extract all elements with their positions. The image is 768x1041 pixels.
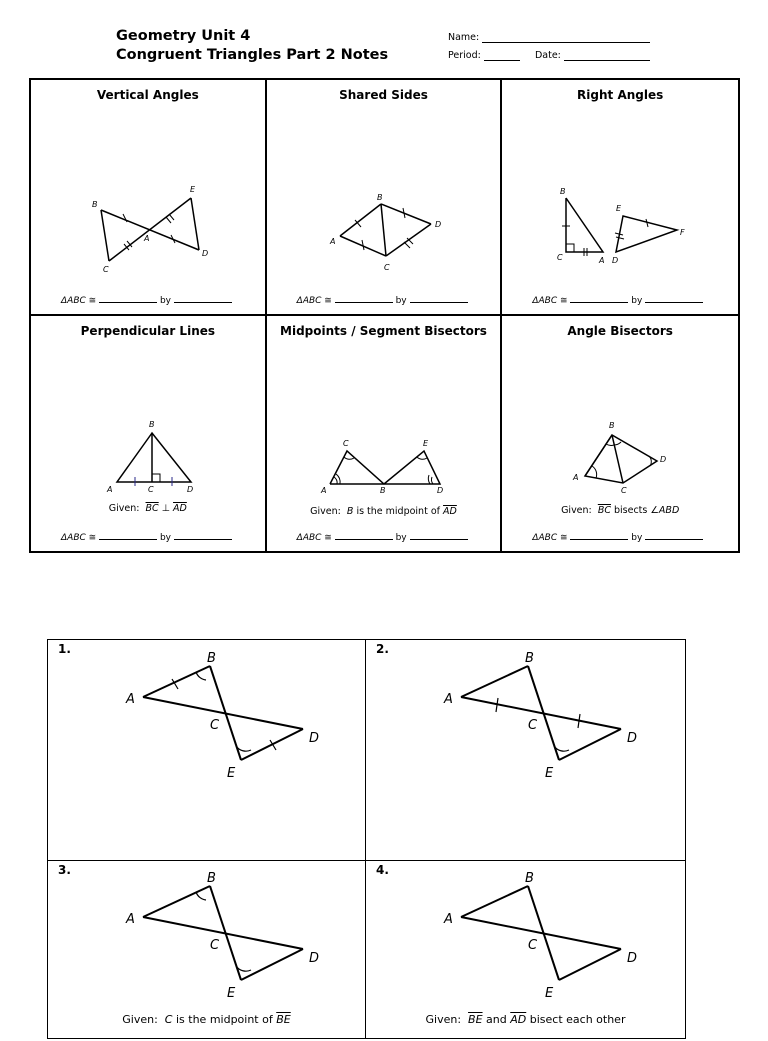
angle-bisectors-diagram xyxy=(502,316,737,552)
congruence-answer-line[interactable]: ΔABC ≅ by xyxy=(61,296,232,306)
vertex-label: C xyxy=(528,938,538,953)
vertical-angles-diagram xyxy=(31,80,266,316)
problem-1-diagram xyxy=(48,640,366,861)
congruence-answer-line[interactable]: ΔABC ≅ by xyxy=(532,296,703,306)
congruence-answer-line[interactable]: ΔABC ≅ by xyxy=(297,296,468,306)
vertex-label: A xyxy=(444,692,453,707)
vertex-label: D xyxy=(627,951,638,966)
vertex-label: A xyxy=(329,237,336,246)
vertex-label: A xyxy=(107,484,113,494)
vertex-label: D xyxy=(309,731,320,746)
problem-number: 1. xyxy=(58,642,71,656)
shared-sides-diagram xyxy=(267,80,502,316)
congruence-answer-line[interactable]: ΔABC ≅ by xyxy=(297,533,468,543)
problems-grid xyxy=(47,639,686,1039)
vertex-label: C xyxy=(210,718,220,733)
period-field[interactable] xyxy=(484,60,520,61)
name-field[interactable] xyxy=(448,32,650,43)
vertex-label: E xyxy=(616,204,622,213)
vertex-label: A xyxy=(144,234,150,243)
vertex-label: D xyxy=(612,256,619,265)
vertex-label: A xyxy=(444,912,453,927)
problem-number: 3. xyxy=(58,863,71,877)
cell-title: Perpendicular Lines xyxy=(80,323,216,338)
vertex-label: C xyxy=(342,438,349,448)
worksheet-title xyxy=(116,27,388,65)
vertex-label: B xyxy=(92,200,98,209)
problem-number: 4. xyxy=(376,863,389,877)
vertex-label: B xyxy=(149,419,155,429)
given-statement: Given: B is the midpoint of $\overline{AD}$ xyxy=(310,505,457,517)
vertex-label: D xyxy=(436,485,443,495)
notes-cell-vertical-angles xyxy=(31,80,267,316)
vertex-label: C xyxy=(383,263,390,272)
vertex-label: C xyxy=(621,485,627,495)
segment: $\overline{BC}$ xyxy=(145,502,159,514)
notes-cell-perpendicular-lines xyxy=(31,316,267,552)
notes-cell-midpoints xyxy=(267,316,503,552)
vertex-label: E xyxy=(545,986,554,1001)
vertex-label: E xyxy=(227,986,236,1001)
vertex-label: D xyxy=(660,454,667,464)
vertex-label: F xyxy=(680,228,685,237)
vertex-label: A xyxy=(599,256,605,265)
notes-grid xyxy=(29,78,740,553)
vertex-label: C xyxy=(557,253,563,262)
vertex-label: B xyxy=(379,485,386,495)
vertex-label: B xyxy=(207,871,216,886)
title-line-1: Geometry Unit 4 xyxy=(116,28,251,44)
cell-title: Angle Bisectors xyxy=(567,323,673,338)
vertex-label: C xyxy=(528,718,538,733)
vertex-label: B xyxy=(376,193,383,202)
vertex-label: C xyxy=(210,938,220,953)
vertex-label: E xyxy=(545,766,554,781)
period-date-fields xyxy=(448,50,650,61)
notes-cell-angle-bisectors xyxy=(502,316,738,552)
cell-title: Shared Sides xyxy=(339,88,428,102)
vertex-label: B xyxy=(609,420,615,430)
given-statement: Given: $\overline{BC}$ bisects ∠ABD xyxy=(561,504,680,516)
segment: $\overline{AD}$ xyxy=(443,505,457,517)
vertex-label: A xyxy=(126,912,135,927)
vertex-label: B xyxy=(207,651,216,666)
title-line-2: Congruent Triangles Part 2 Notes xyxy=(116,47,389,63)
cell-title: Vertical Angles xyxy=(96,88,199,102)
date-label: Date: xyxy=(534,50,561,61)
name-label: Name: xyxy=(448,32,480,43)
notes-cell-right-angles xyxy=(502,80,738,316)
vertex-label: E xyxy=(227,766,236,781)
vertex-label: B xyxy=(525,871,534,886)
segment: $\overline{AD}$ xyxy=(173,502,187,514)
segment: $\overline{BE}$ xyxy=(468,1013,483,1026)
congruence-answer-line[interactable]: ΔABC ≅ by xyxy=(61,533,232,543)
vertex-label: E xyxy=(422,438,428,448)
problem-number: 2. xyxy=(376,642,389,656)
vertex-label: C xyxy=(103,265,109,274)
vertex-label: D xyxy=(309,951,320,966)
vertex-label: A xyxy=(126,692,135,707)
period-label: Period: xyxy=(448,50,481,61)
problem-4 xyxy=(366,861,685,1038)
vertex-label: B xyxy=(560,187,566,196)
vertex-label: D xyxy=(627,731,638,746)
vertex-label: D xyxy=(202,249,209,258)
cell-title: Midpoints / Segment Bisectors xyxy=(280,323,487,338)
given-statement: Given: C is the midpoint of $\overline{BE}$ xyxy=(122,1013,291,1026)
vertex-label: A xyxy=(320,485,327,495)
problem-2-diagram xyxy=(366,640,686,861)
segment: $\overline{BC}$ xyxy=(597,504,611,516)
vertex-label: E xyxy=(190,185,196,194)
problem-1 xyxy=(48,640,366,861)
problem-2 xyxy=(366,640,685,861)
date-field[interactable] xyxy=(564,60,650,61)
congruence-answer-line[interactable]: ΔABC ≅ by xyxy=(532,533,703,543)
vertex-label: D xyxy=(434,220,441,229)
vertex-label: B xyxy=(525,651,534,666)
given-statement: Given: $\overline{BE}$ and $\overline{AD}$ bisect each other xyxy=(425,1013,626,1026)
vertex-label: A xyxy=(573,472,579,482)
perpendicular-lines-diagram xyxy=(31,316,266,552)
right-angles-diagram xyxy=(502,80,737,316)
cell-title: Right Angles xyxy=(577,88,664,102)
vertex-label: C xyxy=(148,484,154,494)
vertex-label: D xyxy=(187,484,194,494)
segment: $\overline{BE}$ xyxy=(276,1013,291,1026)
segment: $\overline{AD}$ xyxy=(510,1013,527,1026)
given-statement: Given: $\overline{BC}$ ⊥ $\overline{AD}$ xyxy=(108,502,187,514)
notes-cell-shared-sides xyxy=(267,80,503,316)
problem-3 xyxy=(48,861,366,1038)
